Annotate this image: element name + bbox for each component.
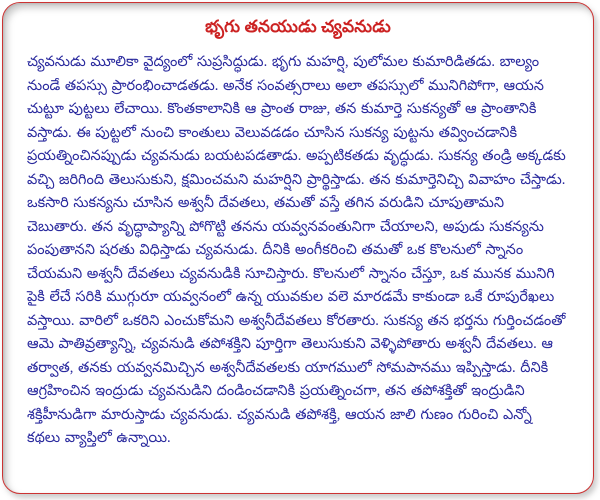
story-paragraph: చ్యవనుడు మూలికా వైద్యంలో సుప్రసిద్ధుడు. భృగు మహర్షి, పులోమల కుమారిడితడు. బాల్యం నుండే తపస్సు ప్రారంభించాడతడు. అనేక సంవత్సరాలు అలా తపస్సులో మునిగిపోగా, ఆయన చుట్టూ పుట్టలు లేచాయి. కొంతకాలానికి ఆ ప్రాంత రాజు, తన కుమార్తె సుకన్యతో ఆ ప్రాంతానికి వస్తాడు. ఈ పుట్టలో నుంచి కాంతులు వెలువడడం చూసిన సుకన్య పుట్టను తవ్వించడానికి ప్రయత్నించినప్పుడు చ్యవనుడు బయటపడతాడు. అప్పటికతడు వృద్ధుడు. సుకన్య తండ్రి అక్కడకు వచ్చి జరిగింది తెలుసుకుని, క్షమించమని మహర్షిని ప్రార్థిస్తాడు. తన కుమార్తెనిచ్చి వివాహం చేస్తాడు. ఒకసారి సుకన్యను చూసిన అశ్వనీ దేవతలు, తమతో వస్తే తగిన వరుడిని చూపుతామని చెబుతారు. తన వృద్ధాప్యాన్ని పోగొట్టి తనను యవ్వనవంతునిగా చేయాలని, అపుడు సుకన్యను పంపుతానని షరతు విధిస్తాడు చ్యవనుడు. దీనికి అంగీకరించి తమతో ఒక కొలనులో స్నానం చేయమని అశ్వనీ దేవతలు చ్యవనుడికి సూచిస్తారు. కొలనులో స్నానం చేస్తూ, ఒక మునక మునిగి పైకి లేచే సరికి ముగ్గురూ యవ్వనంలో ఉన్న యువకుల వలె మారడమే కాకుండా ఒకే రూపురేఖలు వస్తాయి. వారిలో ఒకరిని ఎంచుకోమని అశ్వనీదేవతలు కోరతారు. సుకన్య తన భర్తను గుర్తించడంతో ఆమె పాతివ్రత్యాన్ని, చ్యవనుడి తపోశక్తిని పూర్తిగా తెలుసుకుని వెళ్ళిపోతారు అశ్వనీ దేవతలు. ఆ తర్వాత, తనకు యవ్వనమిచ్చిన అశ్వనీదేవతలకు యాగములో సోమపానము ఇప్పిస్తాడు. దీనికి ఆగ్రహించిన ఇంద్రుడు చ్యవనుడిని దండించడానికి ప్రయత్నించగా, తన తపోశక్తితో ఇంద్రుడిని శక్తిహీనుడిగా మారుస్తాడు చ్యవనుడు. చ్యవనుడి తపోశక్తి, ఆయన జాలి గుణం గురించి ఎన్నో కథలు వ్యాప్తిలో ఉన్నాయి.	[27, 54, 566, 446]
document-page-frame	[2, 2, 594, 494]
page-title: భృగు తనయుడు చ్యవనుడు	[205, 17, 391, 36]
